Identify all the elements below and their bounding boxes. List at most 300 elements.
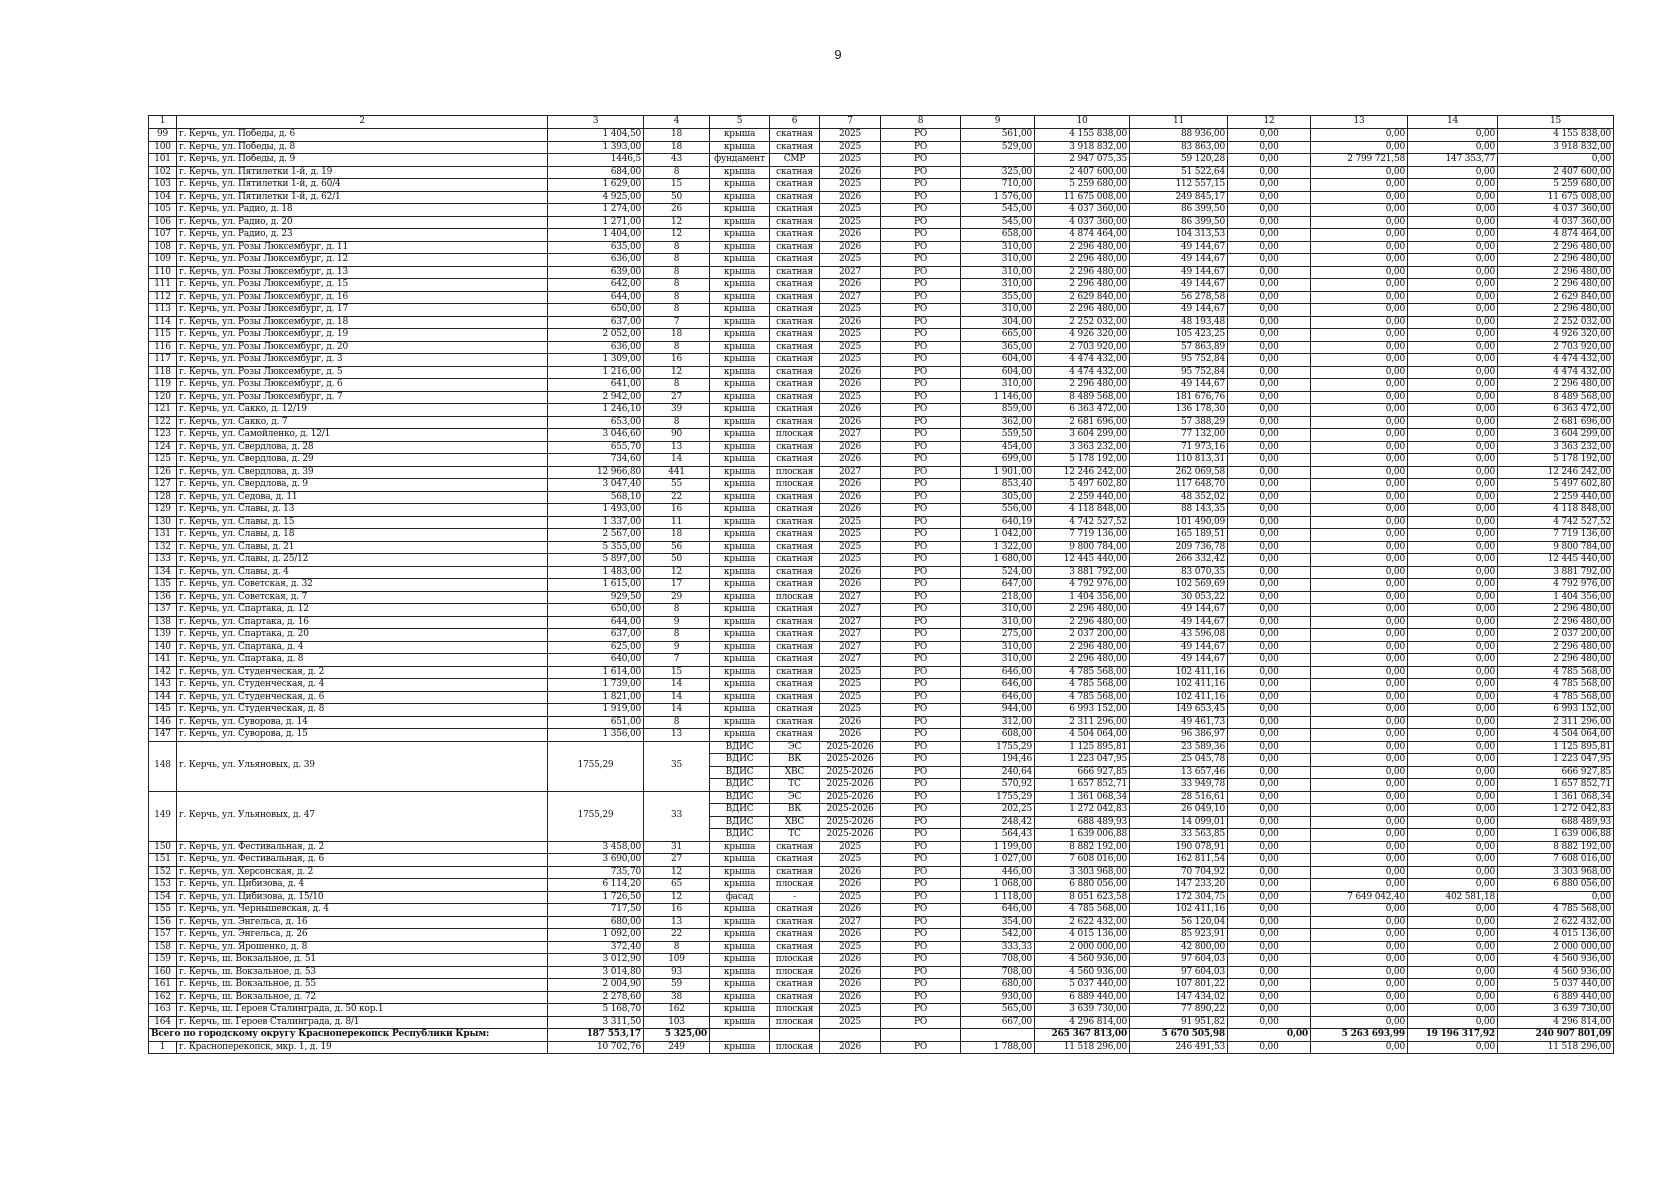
table-cell: 114	[149, 316, 177, 329]
table-cell: плоская	[770, 954, 820, 967]
table-cell: 33 563,85	[1130, 829, 1228, 842]
table-cell: скатная	[770, 979, 820, 992]
table-cell: 4 925,00	[548, 191, 644, 204]
table-cell: 2026	[820, 716, 881, 729]
table-cell: г. Керчь, ш. Вокзальное, д. 51	[177, 954, 548, 967]
table-cell: РО	[881, 966, 961, 979]
table-cell: 3 303 968,00	[1035, 866, 1130, 879]
table-cell: 158	[149, 941, 177, 954]
table-cell: г. Керчь, ул. Славы, д. 13	[177, 504, 548, 517]
table-cell: 0,00	[1228, 754, 1311, 767]
table-cell: 12	[644, 866, 710, 879]
table-cell: РО	[881, 316, 961, 329]
table-row	[149, 841, 1614, 854]
table-cell: РО	[881, 379, 961, 392]
table-cell: 11 675 008,00	[1498, 191, 1614, 204]
table-cell: 4 155 838,00	[1498, 129, 1614, 142]
table-cell: РО	[881, 904, 961, 917]
table-cell: 8 489 568,00	[1035, 391, 1130, 404]
table-cell: 5 259 680,00	[1035, 179, 1130, 192]
table-cell: крыша	[710, 479, 770, 492]
table-cell: 3 363 232,00	[1498, 441, 1614, 454]
table-cell: 8	[644, 254, 710, 267]
table-cell: 0,00	[1408, 491, 1498, 504]
table-row	[149, 354, 1614, 367]
table-cell: 0,00	[1228, 391, 1311, 404]
table-cell: 0,00	[1408, 1041, 1498, 1054]
table-cell: 4 037 360,00	[1498, 216, 1614, 229]
table-cell-empty	[770, 1029, 820, 1042]
table-cell: 0,00	[1228, 816, 1311, 829]
table-cell: 6 880 056,00	[1035, 879, 1130, 892]
table-cell: 3 881 792,00	[1498, 566, 1614, 579]
table-cell: -	[770, 891, 820, 904]
table-cell: 105	[149, 204, 177, 217]
table-cell: 49 144,67	[1130, 616, 1228, 629]
table-cell: 121	[149, 404, 177, 417]
table-cell: 0,00	[1408, 341, 1498, 354]
table-cell: 0,00	[1228, 1041, 1311, 1054]
table-cell: 708,00	[961, 954, 1035, 967]
table-cell: 0,00	[1311, 229, 1408, 242]
table-cell: фундамент	[710, 154, 770, 167]
table-cell: 644,00	[548, 616, 644, 629]
table-cell: 2026	[820, 566, 881, 579]
table-cell: 0,00	[1408, 466, 1498, 479]
table-cell: 0,00	[1408, 366, 1498, 379]
table-cell: 0,00	[1311, 929, 1408, 942]
table-cell: г. Керчь, ул. Советская, д. 7	[177, 591, 548, 604]
table-cell: 635,00	[548, 241, 644, 254]
table-cell: 0,00	[1228, 741, 1311, 754]
table-cell: скатная	[770, 391, 820, 404]
table-cell: г. Керчь, ул. Розы Люксембург, д. 18	[177, 316, 548, 329]
table-cell: ВК	[770, 754, 820, 767]
table-cell: 116	[149, 341, 177, 354]
table-cell: 106	[149, 216, 177, 229]
table-cell: 2025	[820, 354, 881, 367]
table-cell: 4 792 976,00	[1035, 579, 1130, 592]
table-row	[149, 991, 1614, 1004]
table-cell: 2 296 480,00	[1035, 254, 1130, 267]
table-cell: 152	[149, 866, 177, 879]
table-cell: 2026	[820, 504, 881, 517]
table-cell: 708,00	[961, 966, 1035, 979]
table-cell: 59	[644, 979, 710, 992]
table-cell: 99	[149, 129, 177, 142]
table-cell: 3 918 832,00	[1035, 141, 1130, 154]
table-cell: 2025	[820, 141, 881, 154]
table-cell: 13	[644, 916, 710, 929]
table-cell: 0,00	[1311, 291, 1408, 304]
table-cell: 0,00	[1228, 854, 1311, 867]
table-cell: 4 155 838,00	[1035, 129, 1130, 142]
table-cell: 0,00	[1408, 354, 1498, 367]
table-cell: крыша	[710, 729, 770, 742]
table-cell: г. Керчь, ул. Сакко, д. 12/19	[177, 404, 548, 417]
table-cell: 145	[149, 704, 177, 717]
table-cell: 0,00	[1228, 354, 1311, 367]
table-cell: ВДИС	[710, 791, 770, 804]
table-cell: 4 504 064,00	[1035, 729, 1130, 742]
table-cell: 132	[149, 541, 177, 554]
table-cell: 2026	[820, 966, 881, 979]
table-cell: 96 386,97	[1130, 729, 1228, 742]
table-cell: 0,00	[1311, 166, 1408, 179]
table-cell: 5 037 440,00	[1498, 979, 1614, 992]
table-cell: 2 296 480,00	[1498, 654, 1614, 667]
table-cell: РО	[881, 391, 961, 404]
table-row	[149, 391, 1614, 404]
table-cell: 8 882 192,00	[1498, 841, 1614, 854]
table-cell: 4 742 527,52	[1035, 516, 1130, 529]
table-cell: 0,00	[1311, 666, 1408, 679]
table-cell: скатная	[770, 604, 820, 617]
table-cell: 688 489,93	[1035, 816, 1130, 829]
table-cell: 0,00	[1228, 941, 1311, 954]
table-cell: 6 993 152,00	[1498, 704, 1614, 717]
table-cell: 0,00	[1408, 216, 1498, 229]
table-cell: 2027	[820, 916, 881, 929]
table-cell: 710,00	[961, 179, 1035, 192]
table-cell: 1 657 852,71	[1035, 779, 1130, 792]
table-cell: РО	[881, 304, 961, 317]
table-cell: 6 363 472,00	[1035, 404, 1130, 417]
table-cell: 95 752,84	[1130, 366, 1228, 379]
table-cell: 0,00	[1408, 791, 1498, 804]
table-cell: 4 474 432,00	[1498, 366, 1614, 379]
table-cell: 6 889 440,00	[1035, 991, 1130, 1004]
table-cell: 49 144,67	[1130, 266, 1228, 279]
table-cell: 640,19	[961, 516, 1035, 529]
table-cell: 3 604 299,00	[1498, 429, 1614, 442]
table-cell: РО	[881, 941, 961, 954]
table-cell: 56	[644, 541, 710, 554]
table-row	[149, 579, 1614, 592]
table-cell: 86 399,50	[1130, 216, 1228, 229]
table-cell: крыша	[710, 304, 770, 317]
table-cell: крыша	[710, 866, 770, 879]
table-cell: 4 785 568,00	[1035, 666, 1130, 679]
table-cell: 1 404,00	[548, 229, 644, 242]
table-cell: 139	[149, 629, 177, 642]
table-cell: 2025-2026	[820, 829, 881, 842]
table-cell: РО	[881, 491, 961, 504]
table-row	[149, 129, 1614, 142]
table-cell: 162	[644, 1004, 710, 1017]
table-cell: крыша	[710, 441, 770, 454]
page-number: 9	[834, 47, 842, 62]
table-cell: 8	[644, 266, 710, 279]
table-cell: ВДИС	[710, 816, 770, 829]
table-cell: г. Керчь, ул. Фестивальная, д. 6	[177, 854, 548, 867]
table-cell: скатная	[770, 704, 820, 717]
table-cell: 2025	[820, 1016, 881, 1029]
table-cell: крыша	[710, 1016, 770, 1029]
table-cell: скатная	[770, 204, 820, 217]
table-cell: 2027	[820, 591, 881, 604]
table-cell: 0,00	[1228, 516, 1311, 529]
table-cell: 2 296 480,00	[1035, 279, 1130, 292]
table-cell: 1 680,00	[961, 554, 1035, 567]
table-cell: крыша	[710, 241, 770, 254]
table-cell: 16	[644, 504, 710, 517]
table-header-row	[149, 116, 1614, 129]
table-cell: 4 560 936,00	[1035, 966, 1130, 979]
table-cell: 33	[644, 791, 710, 841]
table-cell: г. Керчь, ул. Розы Люксембург, д. 16	[177, 291, 548, 304]
table-row	[149, 654, 1614, 667]
table-cell: РО	[881, 266, 961, 279]
table-cell: 667,00	[961, 1016, 1035, 1029]
table-cell: РО	[881, 479, 961, 492]
table-cell: 0,00	[1311, 916, 1408, 929]
table-cell: скатная	[770, 241, 820, 254]
table-cell: РО	[881, 166, 961, 179]
table-cell: 5 168,70	[548, 1004, 644, 1017]
table-cell: 2026	[820, 441, 881, 454]
table-cell: 4 474 432,00	[1035, 354, 1130, 367]
table-row	[149, 666, 1614, 679]
table-cell: 2026	[820, 229, 881, 242]
table-cell: 83 863,00	[1130, 141, 1228, 154]
table-cell: ТС	[770, 779, 820, 792]
table-cell: 0,00	[1408, 729, 1498, 742]
table-cell: 7 719 136,00	[1035, 529, 1130, 542]
table-cell: 4 474 432,00	[1498, 354, 1614, 367]
table-cell: 194,46	[961, 754, 1035, 767]
table-cell: крыша	[710, 416, 770, 429]
table-cell: 0,00	[1311, 816, 1408, 829]
table-cell: г. Керчь, ул. Пятилетки 1-й, д. 62/1	[177, 191, 548, 204]
table-cell: 0,00	[1311, 729, 1408, 742]
table-cell: 102 411,16	[1130, 679, 1228, 692]
table-cell: 0,00	[1408, 579, 1498, 592]
table-cell: 12 966,80	[548, 466, 644, 479]
table-cell: 0,00	[1311, 1016, 1408, 1029]
table-cell: 2 942,00	[548, 391, 644, 404]
table-cell: 2025	[820, 129, 881, 142]
table-cell: г. Керчь, ул. Радио, д. 23	[177, 229, 548, 242]
table-cell: 1 068,00	[961, 879, 1035, 892]
table-cell: г. Керчь, ул. Фестивальная, д. 2	[177, 841, 548, 854]
table-row	[149, 791, 1614, 804]
table-cell: РО	[881, 841, 961, 854]
column-header: 12	[1228, 116, 1311, 129]
table-cell: 0,00	[1228, 604, 1311, 617]
table-cell: скатная	[770, 441, 820, 454]
table-cell: 110	[149, 266, 177, 279]
table-cell: 2026	[820, 979, 881, 992]
table-cell: 266 332,42	[1130, 554, 1228, 567]
table-cell: 59 120,28	[1130, 154, 1228, 167]
table-cell: 2 703 920,00	[1035, 341, 1130, 354]
table-cell: крыша	[710, 566, 770, 579]
table-cell: г. Керчь, ул. Радио, д. 18	[177, 204, 548, 217]
table-cell: скатная	[770, 529, 820, 542]
table-row	[149, 379, 1614, 392]
table-cell: 0,00	[1408, 666, 1498, 679]
table-cell: 55	[644, 479, 710, 492]
table-cell: 4 874 464,00	[1498, 229, 1614, 242]
table-cell: 2025	[820, 941, 881, 954]
table-cell: 561,00	[961, 129, 1035, 142]
table-cell: г. Керчь, ул. Ульяновых, д. 47	[177, 791, 548, 841]
table-cell: г. Керчь, ул. Радио, д. 20	[177, 216, 548, 229]
table-cell: 130	[149, 516, 177, 529]
table-cell: скатная	[770, 491, 820, 504]
table-cell: 0,00	[1408, 916, 1498, 929]
table-cell: 0,00	[1228, 904, 1311, 917]
table-row	[149, 466, 1614, 479]
table-cell: 0,00	[1228, 329, 1311, 342]
table-cell: плоская	[770, 966, 820, 979]
table-cell: РО	[881, 729, 961, 742]
table-cell: г. Керчь, ш. Вокзальное, д. 53	[177, 966, 548, 979]
table-cell: 310,00	[961, 279, 1035, 292]
table-cell: скатная	[770, 904, 820, 917]
table-cell: 12	[644, 229, 710, 242]
table-cell: 0,00	[1228, 966, 1311, 979]
table-cell: 565,00	[961, 1004, 1035, 1017]
table-cell: 1 118,00	[961, 891, 1035, 904]
table-cell: 559,50	[961, 429, 1035, 442]
table-cell: 2026	[820, 366, 881, 379]
table-cell: скатная	[770, 541, 820, 554]
table-row	[149, 979, 1614, 992]
total-value: 240 907 801,09	[1498, 1029, 1614, 1042]
table-cell: РО	[881, 991, 961, 1004]
table-cell: 0,00	[1408, 191, 1498, 204]
table-row	[149, 491, 1614, 504]
table-cell: крыша	[710, 429, 770, 442]
table-cell: 402 581,18	[1408, 891, 1498, 904]
table-cell: 0,00	[1408, 329, 1498, 342]
table-cell: 4 785 568,00	[1498, 691, 1614, 704]
table-cell: 77 890,22	[1130, 1004, 1228, 1017]
table-cell: 0,00	[1311, 141, 1408, 154]
table-cell: г. Керчь, ул. Свердлова, д. 39	[177, 466, 548, 479]
table-cell: 2 037 200,00	[1035, 629, 1130, 642]
table-cell: г. Керчь, ул. Розы Люксембург, д. 12	[177, 254, 548, 267]
table-cell: 8	[644, 604, 710, 617]
table-cell: 2 259 440,00	[1035, 491, 1130, 504]
table-cell: 929,50	[548, 591, 644, 604]
table-cell: 2025	[820, 554, 881, 567]
table-cell: 642,00	[548, 279, 644, 292]
table-cell: г. Керчь, ул. Студенческая, д. 6	[177, 691, 548, 704]
table-cell: 4 504 064,00	[1498, 729, 1614, 742]
table-cell: 240,64	[961, 766, 1035, 779]
table-cell: крыша	[710, 191, 770, 204]
table-cell: крыша	[710, 666, 770, 679]
table-cell: 0,00	[1408, 704, 1498, 717]
table-cell: 2025	[820, 691, 881, 704]
table-cell: скатная	[770, 629, 820, 642]
table-cell: г. Керчь, ш. Героев Сталинграда, д. 50 кор.1	[177, 1004, 548, 1017]
table-cell: 2027	[820, 604, 881, 617]
table-cell: 0,00	[1311, 804, 1408, 817]
table-cell: 0,00	[1408, 641, 1498, 654]
table-cell: 0,00	[1228, 591, 1311, 604]
table-cell: 1 493,00	[548, 504, 644, 517]
table-cell: крыша	[710, 254, 770, 267]
table-cell: 0,00	[1311, 854, 1408, 867]
table-cell: 56 120,04	[1130, 916, 1228, 929]
table-cell: 0,00	[1228, 691, 1311, 704]
table-cell: 2025	[820, 541, 881, 554]
table-cell: 570,92	[961, 779, 1035, 792]
table-cell: скатная	[770, 929, 820, 942]
table-cell: 0,00	[1311, 179, 1408, 192]
table-cell: 117 648,70	[1130, 479, 1228, 492]
column-header: 10	[1035, 116, 1130, 129]
table-cell: 735,70	[548, 866, 644, 879]
table-cell: 57 863,89	[1130, 341, 1228, 354]
table-cell: 0,00	[1311, 404, 1408, 417]
table-row	[149, 904, 1614, 917]
table-cell: г. Керчь, ул. Ульяновых, д. 39	[177, 741, 548, 791]
table-cell: 0,00	[1228, 191, 1311, 204]
table-cell: 545,00	[961, 204, 1035, 217]
table-cell: 147 353,77	[1408, 154, 1498, 167]
table-cell: 680,00	[548, 916, 644, 929]
table-cell: РО	[881, 629, 961, 642]
table-cell: г. Керчь, ул. Суворова, д. 14	[177, 716, 548, 729]
table-cell: 0,00	[1311, 691, 1408, 704]
table-cell: 102	[149, 166, 177, 179]
table-cell: 0,00	[1408, 816, 1498, 829]
table-cell: 1 322,00	[961, 541, 1035, 554]
table-cell: 0,00	[1408, 591, 1498, 604]
table-cell: 0,00	[1311, 641, 1408, 654]
table-cell: крыша	[710, 391, 770, 404]
table-cell: 2 000 000,00	[1498, 941, 1614, 954]
table-cell: 14	[644, 679, 710, 692]
table-cell: ЭС	[770, 791, 820, 804]
table-cell: 123	[149, 429, 177, 442]
table-cell: 2025	[820, 1004, 881, 1017]
table-cell: крыша	[710, 704, 770, 717]
table-cell: 0,00	[1408, 616, 1498, 629]
table-cell: г. Керчь, ул. Сакко, д. 7	[177, 416, 548, 429]
table-cell: скатная	[770, 691, 820, 704]
table-cell: 1 639 006,88	[1498, 829, 1614, 842]
total-value: 265 367 813,00	[1035, 1029, 1130, 1042]
table-cell: крыша	[710, 541, 770, 554]
table-cell: г. Керчь, ул. Розы Люксембург, д. 5	[177, 366, 548, 379]
table-cell: 262 069,58	[1130, 466, 1228, 479]
table-cell: 310,00	[961, 616, 1035, 629]
table-cell: 0,00	[1311, 466, 1408, 479]
table-cell: 2026	[820, 379, 881, 392]
table-cell: 3 604 299,00	[1035, 429, 1130, 442]
table-cell: 0,00	[1228, 929, 1311, 942]
table-cell: 2 296 480,00	[1035, 304, 1130, 317]
table-cell: крыша	[710, 854, 770, 867]
table-cell: 148	[149, 741, 177, 791]
table-row	[149, 454, 1614, 467]
table-cell: 310,00	[961, 604, 1035, 617]
table-cell: скатная	[770, 554, 820, 567]
table-cell: 218,00	[961, 591, 1035, 604]
table-cell: 8 489 568,00	[1498, 391, 1614, 404]
table-cell: 51 522,64	[1130, 166, 1228, 179]
table-cell: 658,00	[961, 229, 1035, 242]
table-cell: ТС	[770, 829, 820, 842]
table-cell: г. Керчь, ул. Спартака, д. 20	[177, 629, 548, 642]
table-cell: 136 178,30	[1130, 404, 1228, 417]
